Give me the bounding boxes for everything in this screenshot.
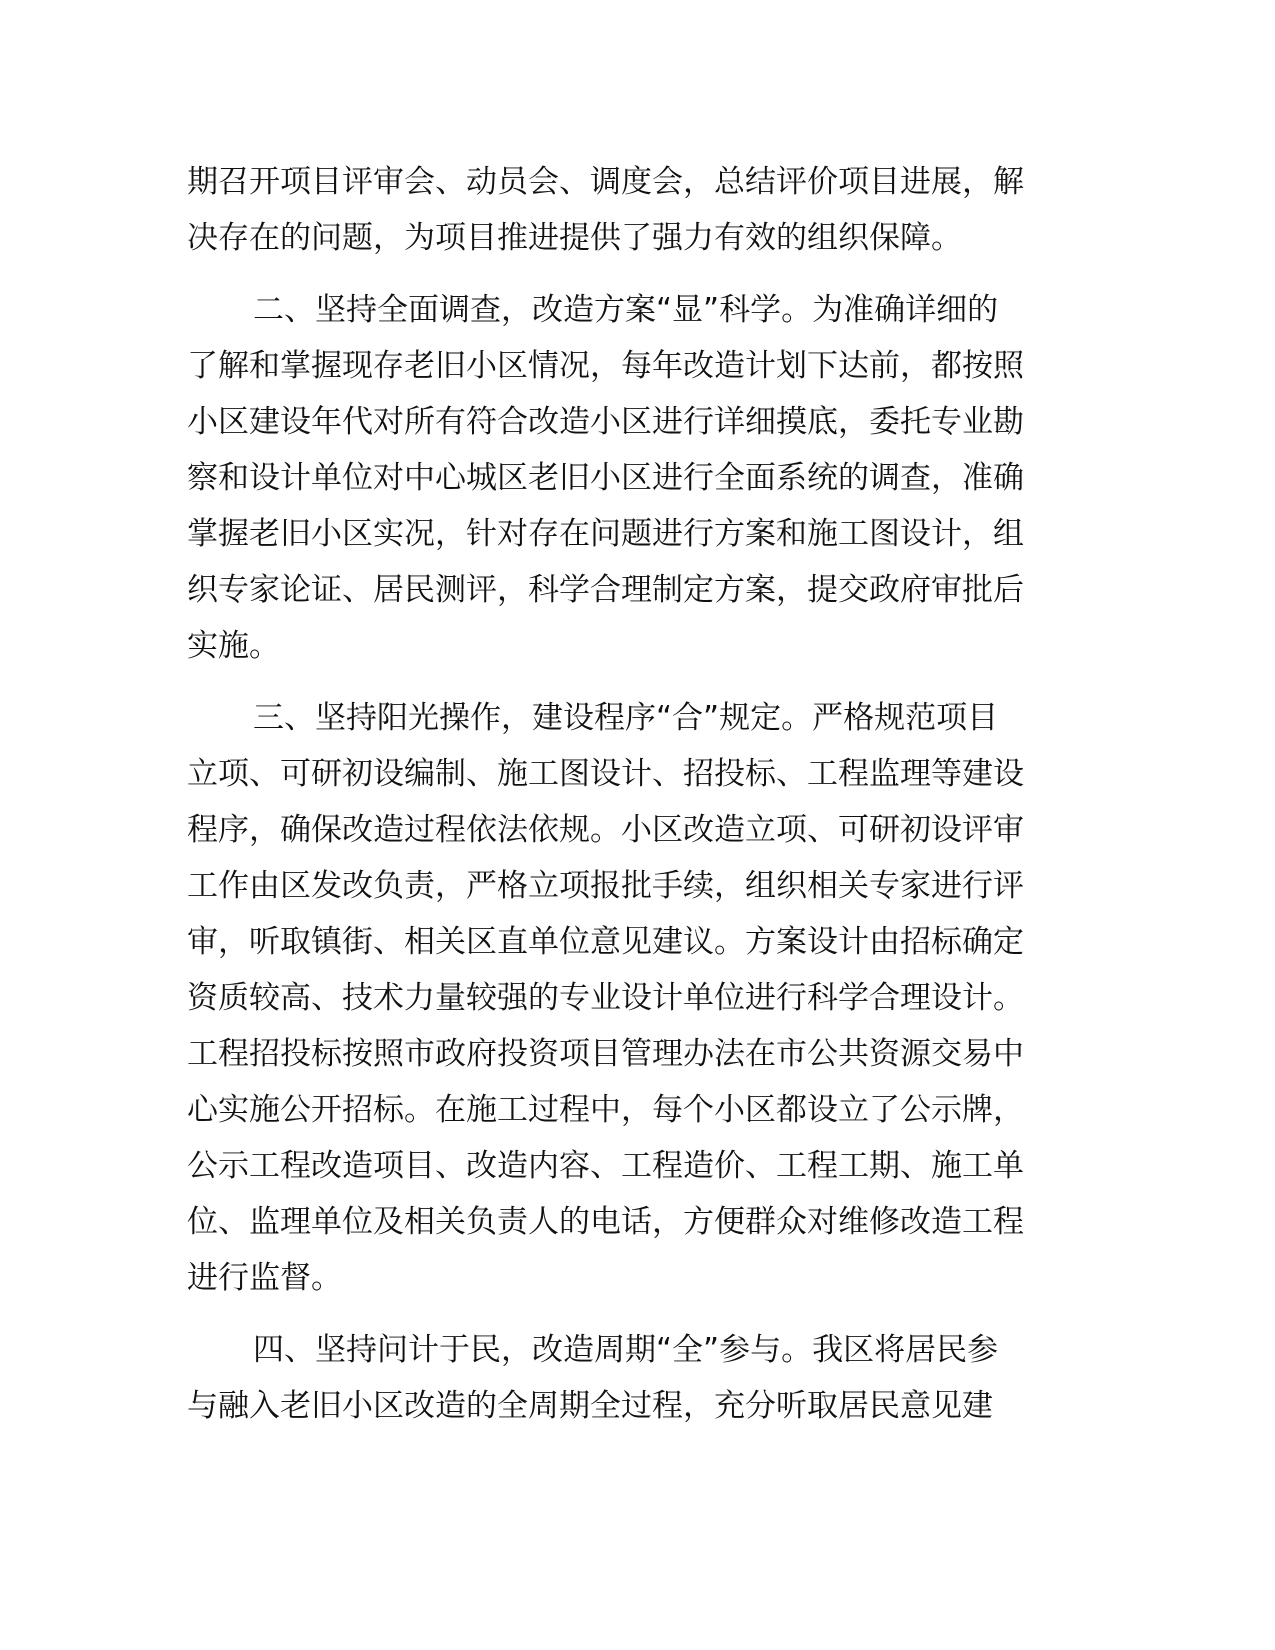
text-line: 公示工程改造项目、改造内容、工程造价、工程工期、施工单 — [187, 1148, 1024, 1184]
text-line: 立项、可研初设编制、施工图设计、招投标、工程监理等建设 — [187, 756, 1024, 792]
text-line: 二、坚持全面调查，改造方案“显”科学。为准确详细的 — [253, 292, 999, 328]
paragraph-1 — [187, 154, 1091, 266]
paragraph-4 — [187, 1322, 1091, 1434]
text-line: 四、坚持问计于民，改造周期“全”参与。我区将居民参 — [253, 1332, 999, 1368]
paragraph-3 — [187, 690, 1091, 1306]
text-line: 织专家论证、居民测评，科学合理制定方案，提交政府审批后 — [187, 572, 1024, 608]
text-line: 工程招投标按照市政府投资项目管理办法在市公共资源交易中 — [187, 1036, 1024, 1072]
document-body — [187, 154, 1091, 1434]
text-line: 进行监督。 — [187, 1260, 342, 1296]
text-line: 了解和掌握现存老旧小区情况，每年改造计划下达前，都按照 — [187, 348, 1024, 384]
paragraph-2 — [187, 282, 1091, 674]
text-line: 资质较高、技术力量较强的专业设计单位进行科学合理设计。 — [187, 980, 1024, 1016]
text-line: 心实施公开招标。在施工过程中，每个小区都设立了公示牌， — [187, 1092, 1024, 1128]
text-line: 实施。 — [187, 628, 280, 664]
text-line: 决存在的问题，为项目推进提供了强力有效的组织保障。 — [187, 220, 962, 256]
text-line: 工作由区发改负责，严格立项报批手续，组织相关专家进行评 — [187, 868, 1024, 904]
text-line: 程序，确保改造过程依法依规。小区改造立项、可研初设评审 — [187, 812, 1024, 848]
text-line: 与融入老旧小区改造的全周期全过程，充分听取居民意见建 — [187, 1388, 993, 1424]
text-line: 小区建设年代对所有符合改造小区进行详细摸底，委托专业勘 — [187, 404, 1024, 440]
text-line: 位、监理单位及相关负责人的电话，方便群众对维修改造工程 — [187, 1204, 1024, 1240]
text-line: 期召开项目评审会、动员会、调度会，总结评价项目进展，解 — [187, 164, 1024, 200]
text-line: 三、坚持阳光操作，建设程序“合”规定。严格规范项目 — [253, 700, 999, 736]
text-line: 掌握老旧小区实况，针对存在问题进行方案和施工图设计，组 — [187, 516, 1024, 552]
text-line: 察和设计单位对中心城区老旧小区进行全面系统的调查，准确 — [187, 460, 1024, 496]
text-line: 审，听取镇街、相关区直单位意见建议。方案设计由招标确定 — [187, 924, 1024, 960]
